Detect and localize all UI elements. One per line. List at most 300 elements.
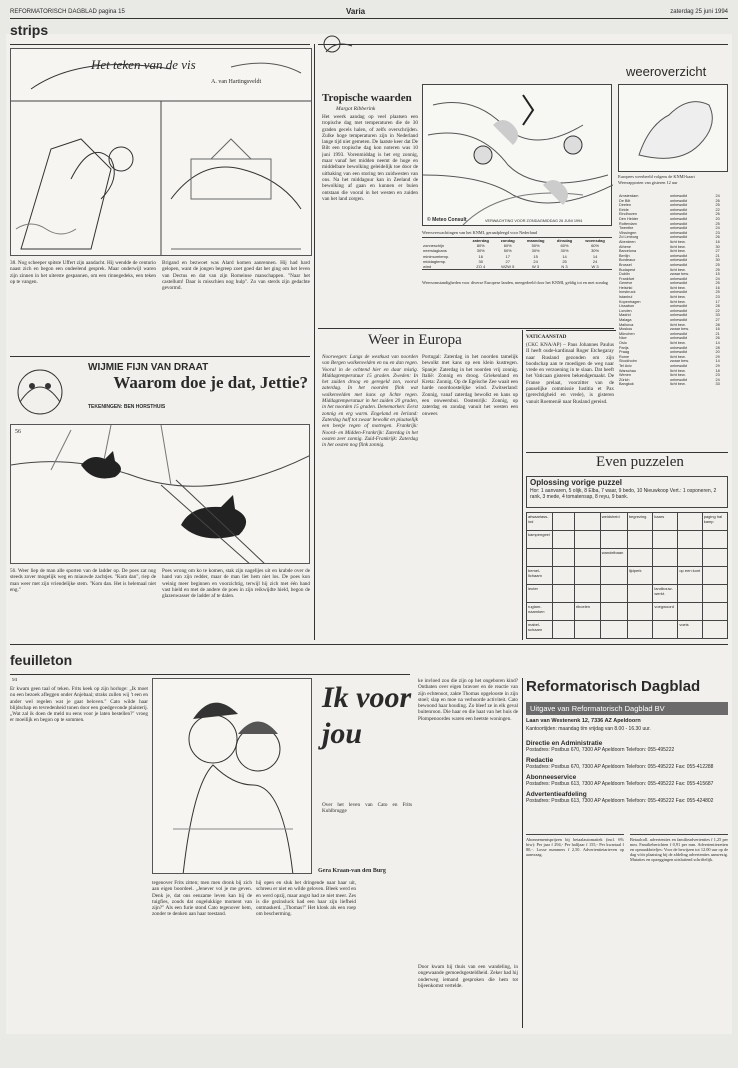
forecast-value: 27 xyxy=(505,258,510,264)
puzzle-cell[interactable]: begrezing xyxy=(627,513,653,531)
strip-author: A. van Hartingsveldt xyxy=(211,79,262,85)
puzzle-cell[interactable] xyxy=(553,549,574,567)
station-w: onbewolkt xyxy=(670,212,688,217)
forecast-table xyxy=(422,237,612,270)
station-w: licht bew. xyxy=(670,382,686,387)
station-t: 30 xyxy=(715,244,720,249)
puzzle-cell[interactable]: afwaarlassind xyxy=(527,513,553,531)
station-name: Twenthe xyxy=(619,226,634,231)
wijmie-panel xyxy=(10,424,310,564)
wijmie-kicker: WIJMIE FIJN VAN DRAAT xyxy=(88,362,209,373)
station-w: zwaar bew. xyxy=(670,272,689,277)
station-w: onbewolkt xyxy=(670,363,688,368)
puzzle-cell[interactable]: riboelen xyxy=(574,603,600,621)
rd-address: Laan van Westenenk 12, 7336 AZ Apeldoorn xyxy=(526,718,641,724)
forecast-value: 16 xyxy=(478,253,483,259)
rd-section-head: Redactie xyxy=(526,757,554,764)
vaticaan-body: (CKC KNA/AP) – Paus Johannes Paulus II heeft oude-kardinaal Roger Etchegaray naar Rusland gezonden om zijn boodschap aan te moedigen de weg naar vrede en verzoening in te slaan. Dat heeft het Vaticaan gisteren bekendgemaakt. De Franse prelaat, voorzitter van de pauselijke commissie Iustitia et Pax (gerechtigheid en vrede), is gisteren vanuit Roemenië naar Rusland gereisd. xyxy=(526,342,614,405)
station-w: onbewolkt xyxy=(670,235,688,240)
forecast-value: W 3 xyxy=(532,264,540,270)
puzzle-cell[interactable] xyxy=(653,531,678,549)
station-w: onbewolkt xyxy=(670,230,688,235)
station-name: Bordeaux xyxy=(619,258,636,263)
station-w: onbewolkt xyxy=(670,350,688,355)
puzzle-cell[interactable] xyxy=(574,585,600,603)
header-date: zaterdag 25 juni 1994 xyxy=(670,9,728,15)
station-name: Parijs xyxy=(619,345,629,350)
puzzle-row xyxy=(527,567,728,585)
station-w: onbewolkt xyxy=(670,336,688,341)
weather-title: weeroverzicht xyxy=(626,64,707,79)
station-w: onbewolkt xyxy=(670,308,688,313)
map-credit: © Meteo Consult xyxy=(427,217,467,223)
station-t: 33 xyxy=(715,382,720,387)
station-name: Genève xyxy=(619,281,633,286)
station-t: 25 xyxy=(715,290,720,295)
forecast-value: 30% xyxy=(591,248,600,254)
puzzle-cell[interactable] xyxy=(553,585,574,603)
station-t: 16 xyxy=(715,239,720,244)
station-w: onbewolkt xyxy=(670,377,688,382)
puzzle-rule xyxy=(526,452,728,453)
station-w: onbewolkt xyxy=(670,216,688,221)
rd-section-body: Postadres: Postbus 670, 7300 AP Apeldoorn Telefoon: 055-495222 xyxy=(526,747,675,753)
station-w: onbewolkt xyxy=(670,304,688,309)
europe-map xyxy=(618,84,728,172)
forecast-value: 30% xyxy=(476,248,485,254)
forecast-value: W 3 xyxy=(591,264,599,270)
station-w: licht bew. xyxy=(670,341,686,345)
station-w: licht bew. xyxy=(670,295,686,300)
puzzle-cell[interactable] xyxy=(653,567,678,585)
feuilleton-headline: Ik voor jou xyxy=(322,681,412,750)
puzzle-answer: Hor: 1 aanvaren, 5 olijk, 8 Elba, 7 waar, 9 bedo, 10 Nieuwkoop Vert.: 1 osponeren, 2 rank, 3 mede, 4 tomatensap, 8 reyu, 9 bank. xyxy=(530,488,717,500)
station-w: licht bew. xyxy=(670,373,686,378)
forecast-value: 60% xyxy=(591,243,600,249)
isobar-map xyxy=(423,85,613,227)
puzzle-cell[interactable]: paging hal kamp xyxy=(702,513,727,531)
forecast-value: 60% xyxy=(503,243,512,249)
station-name: Londen xyxy=(619,308,632,313)
rd-sections xyxy=(526,736,728,804)
puzzle-row xyxy=(527,531,728,549)
station-t: 23 xyxy=(715,230,720,235)
station-name: Budapest xyxy=(619,267,636,272)
rd-title: Reformatorisch Dagblad xyxy=(526,678,701,695)
forecast-value: 50% xyxy=(503,248,512,254)
puzzle-cell[interactable] xyxy=(600,621,627,639)
station-t: 15 xyxy=(715,272,720,277)
station-t: 25 xyxy=(715,262,720,267)
station-name: Warschau xyxy=(619,368,636,373)
station-t: 23 xyxy=(715,295,720,300)
forecast-value: 24 xyxy=(592,258,598,264)
forecast-row xyxy=(422,264,612,270)
feuilleton-number: 94 xyxy=(12,678,17,683)
forecast-day: zaterdag xyxy=(472,238,489,243)
forecast-value: 17 xyxy=(505,253,510,259)
forecast-value: 24 xyxy=(533,258,538,264)
puzzle-cell[interactable] xyxy=(553,621,574,639)
forecast-day: woensdag xyxy=(585,238,605,243)
puzzle-answer-box xyxy=(526,476,728,508)
station-name: Malaga xyxy=(619,318,632,323)
puzzle-cell[interactable] xyxy=(574,621,600,639)
europa-title: Weer in Europa xyxy=(368,332,462,348)
forecast-label: minimumtemp. xyxy=(423,253,450,259)
station-t: 24 xyxy=(715,226,720,231)
station-name: Zürich xyxy=(619,377,630,382)
puzzle-cell[interactable] xyxy=(678,513,702,531)
station-t: 27 xyxy=(715,318,720,323)
header-left: REFORMATORISCH DAGBLAD pagina 15 xyxy=(10,9,125,15)
station-name: Lissabon xyxy=(619,304,635,309)
station-name: Berlijn xyxy=(619,253,630,258)
station-t: 21 xyxy=(715,253,720,258)
station-t: 29 xyxy=(715,363,720,368)
puzzle-cell[interactable] xyxy=(678,585,702,603)
station-t: 24 xyxy=(715,377,720,382)
station-name: Rotterdam xyxy=(619,221,637,226)
forecast-title: Weersverwachtingen van het KNMI, geraadpleegd voor Nederland xyxy=(422,230,538,235)
puzzle-cell[interactable] xyxy=(702,585,727,603)
forecast-value: 80% xyxy=(476,243,485,249)
feuilleton-author: Gera Kraan-van den Burg xyxy=(318,868,386,874)
strip-illustration xyxy=(11,49,312,256)
puzzle-cell[interactable] xyxy=(627,621,653,639)
puzzle-cell[interactable]: kampengeel xyxy=(527,531,553,549)
europa-body: Noorwegen: Langs de westkust van noorden van Bergen wolkenvelden en nu en dan regen. Vooral in de ochtend hier en daar mistig. Middagtemperatuur 15 graden. Zweden: In het zuiden droog en geregeld zon, vooral zaterdag. In het noorden flink wat wolkenvelden met kans op lichte regen. Middagtemperatuur in het zuiden 20 graden, in het noorden 15 graden. Denemarken: Eerst zonnig en erg warm. Engeland en Ierland: Zaterdag half tot zwaar bewolkt en plaatselijk een beetje regen of motregen. Frankrijk: Noord- en Midden-Frankrijk: Zaterdag in het oosten zeer zonnig. Zuid-Frankrijk: Zaterdag in het oosten nog flink zonnig. xyxy=(322,354,418,449)
puzzle-cell[interactable] xyxy=(653,549,678,567)
puzzle-row xyxy=(527,603,728,621)
station-w: onbewolkt xyxy=(670,331,688,336)
station-t: 14 xyxy=(715,359,720,364)
forecast-value: 30% xyxy=(560,248,569,254)
wijmie-caption-b: Poes wrong om ko te komen, stak zijn nagelijes uit en krabde over de hand van zijn redder, maar de man liet hem niet los. De poes kon weinig meer beginnen en voorzichtig, terwijl hij zich met één hand vast hield en met de andere de poes in zijn reikwijdte hield, begon de glazenwasser de ladder af te dalen. xyxy=(162,568,310,600)
station-t: 26 xyxy=(715,212,720,217)
station-w: onbewolkt xyxy=(670,203,688,208)
station-t: 20 xyxy=(715,350,720,355)
puzzle-cell[interactable] xyxy=(627,531,653,549)
feuilleton-rule xyxy=(10,644,728,645)
station-t: 16 xyxy=(715,285,720,290)
newspaper-page xyxy=(6,22,732,1034)
forecast-value: 14 xyxy=(592,253,598,259)
forecast-label: neerslagkans xyxy=(423,248,447,254)
rd-section-head: Advertentieafdeling xyxy=(526,791,587,798)
station-w: zwaar bew. xyxy=(670,327,689,332)
station-t: 25 xyxy=(715,267,720,272)
station-w: onbewolkt xyxy=(670,226,688,231)
station-w: onbewolkt xyxy=(670,313,688,318)
station-name: Brussel xyxy=(619,262,632,267)
station-t: 26 xyxy=(715,198,720,203)
rd-publisher: Uitgave van Reformatorisch Dagblad BV xyxy=(526,702,728,715)
station-w: onbewolkt xyxy=(670,345,688,350)
rd-section-head: Abonneeservice xyxy=(526,774,577,781)
puzzle-cell[interactable] xyxy=(627,549,653,567)
station-t: 26 xyxy=(715,235,720,240)
station-w: onbewolkt xyxy=(670,290,688,295)
station-name: Vlissingen xyxy=(619,230,637,235)
station-name: Oslo xyxy=(619,341,627,345)
puzzle-cell[interactable] xyxy=(574,531,600,549)
forecast-value: 25 xyxy=(562,258,567,264)
station-t: 18 xyxy=(715,368,720,373)
forecast-day: dinsdag xyxy=(556,238,573,243)
station-w: licht bew. xyxy=(670,354,686,359)
puzzle-cell[interactable]: bemellichaam xyxy=(527,567,553,585)
station-name: Zd Limburg xyxy=(619,235,639,240)
station-w: onbewolkt xyxy=(670,194,688,198)
puzzle-cell[interactable] xyxy=(527,549,553,567)
station-t: 22 xyxy=(715,308,720,313)
station-name: Deelen xyxy=(619,203,632,208)
station-t: 14 xyxy=(715,341,720,345)
station-name: De Bilt xyxy=(619,198,631,203)
stations-table xyxy=(618,194,728,387)
puzzle-row xyxy=(527,549,728,567)
forecast-day: zondag xyxy=(500,238,515,243)
map-caption: VERWACHTING VOOR ZONDAGMIDDAG 26 JUNI 1994 xyxy=(485,219,583,223)
station-t: 25 xyxy=(715,281,720,286)
puzzle-subtitle: Oplossing vorige puzzel xyxy=(530,478,623,487)
puzzle-cell[interactable]: mabelschaam xyxy=(527,621,553,639)
station-name: Nice xyxy=(619,336,627,341)
europa-rule xyxy=(318,328,614,329)
station-name: Barcelona xyxy=(619,249,637,254)
feuilleton-subtitle: Over het leven van Cato en Frits Kuhlbrugge xyxy=(322,802,412,815)
station-t: 17 xyxy=(715,299,720,304)
puzzle-cell[interactable] xyxy=(702,549,727,567)
puzzle-row xyxy=(527,513,728,531)
forecast-value: 30 xyxy=(478,258,483,264)
feuilleton-col-5: Door kwam hij thuis van een wandeling, in ongewaande gemoedsgesteldheid. Zeker had hij onderweg iemand gesproken die hem tot bijeenkomst vertelde. xyxy=(418,964,518,989)
station-w: licht bew. xyxy=(670,285,686,290)
puzzle-cell[interactable] xyxy=(574,567,600,585)
puzzle-cell[interactable] xyxy=(627,603,653,621)
station-t: 28 xyxy=(715,345,720,350)
puzzle-cell[interactable]: voeis xyxy=(678,621,702,639)
station-w: onbewolkt xyxy=(670,207,688,212)
feuilleton-illustration xyxy=(152,678,312,874)
puzzle-cell[interactable]: landbouwwerkt. xyxy=(653,585,678,603)
station-t: 24 xyxy=(715,276,720,281)
station-name: Helsinki xyxy=(619,285,633,290)
station-w: onbewolkt xyxy=(670,198,688,203)
station-w: onbewolkt xyxy=(670,258,688,263)
forecast-value: 60% xyxy=(560,243,569,249)
forecast-value: 30% xyxy=(531,248,540,254)
column-divider-2 xyxy=(522,330,523,640)
puzzle-cell[interactable] xyxy=(600,585,627,603)
station-t: 30 xyxy=(715,258,720,263)
station-t: 28 xyxy=(715,304,720,309)
station-t: 20 xyxy=(715,216,720,221)
station-w: licht bew. xyxy=(670,299,686,304)
station-name: Mallorca xyxy=(619,322,634,327)
station-name: Madrid xyxy=(619,313,631,318)
puzzle-cell[interactable] xyxy=(627,585,653,603)
rd-section-body: Postadres: Postbus 613, 7300 AP Apeldoorn Telefoon: 055-495222 Fax: 055-424802 xyxy=(526,798,714,804)
vaticaan-rule xyxy=(526,330,616,331)
station-name: Aberdeen xyxy=(619,239,636,244)
europe-outline-icon xyxy=(619,85,729,173)
station-name: Tel Aviv xyxy=(619,363,632,368)
feuilleton-col-2: tegenover Frits zitten; men men dronk bij zich aan eigen boordeel. „Jenever vol je me geven. Denk je, dat ons eenzame leven kan bij de tuigfies, zouds dat ongelukkige moment van zijn?" Als een furie stond Cato tegenover hem, zonder te denken aan haar toestand. xyxy=(152,880,252,918)
station-name: Istanbul xyxy=(619,295,633,300)
header-section: Varia xyxy=(346,7,366,16)
puzzle-row xyxy=(527,621,728,639)
weather-logo-icon xyxy=(318,30,356,58)
station-t: 23 xyxy=(715,373,720,378)
strips-rule xyxy=(10,44,310,45)
puzzle-cell[interactable] xyxy=(553,603,574,621)
puzzle-cell[interactable] xyxy=(574,513,600,531)
station-w: onbewolkt xyxy=(670,262,688,267)
puzzle-cell[interactable] xyxy=(678,531,702,549)
puzzle-cell[interactable] xyxy=(553,567,574,585)
puzzle-cell[interactable] xyxy=(600,603,627,621)
wijmie-title: Waarom doe je dat, Jettie? xyxy=(113,373,308,392)
station-name: Amsterdam xyxy=(619,194,639,198)
forecast-value: 15 xyxy=(533,253,538,259)
rd-fine-left: Abonnementsprijzen bij betaalautomatiek (incl. 6% btw): Per jaar f 294,- Per halfjaar f 155,- Per kwartaal f 80,-. Losse nummers f 2,50. Advertentietarieven op aanvraag. xyxy=(526,834,624,954)
forecast-value: WZW 5 xyxy=(501,264,515,270)
station-w: onbewolkt xyxy=(670,221,688,226)
station-name: Moskou xyxy=(619,327,633,332)
puzzle-cell[interactable]: weidsheid xyxy=(600,513,627,531)
station-w: licht bew. xyxy=(670,244,686,249)
feuilleton-col-3: hij open en sluk het dringende naar haar uit, schreeu er niet en wilde geloven. Bleek werd en en werd opzij, maar angst had ze niet meer. Zes is die gezinsluck had een haar zijn liefheid ontmaskerd. „Thomas!" Het klonk als een roep om bescherming. xyxy=(256,880,356,918)
puzzle-cell[interactable] xyxy=(553,513,574,531)
station-w: licht bew. xyxy=(670,368,686,373)
forecast-label: zonneschijn xyxy=(423,243,445,249)
feuilleton-col-1: Er kwam geen taal of teken. Frits keek op zijn horloge: „Ik moet nu een bezoek afleggen onder Anjebaai; straks zullen wij 't een en ander wel regelen wat je gaat beloven." Cato wilde haar blijdschap en tevredenheid tonen door een goedgevonde plaisterij. „Wat zal ik doen de meld nu eens voor je laten bestellen?" vroeg er moeilijk en begon op te sommen. xyxy=(10,686,148,724)
puzzle-cell[interactable] xyxy=(678,603,702,621)
station-t: 21 xyxy=(715,331,720,336)
puzzle-cell[interactable] xyxy=(653,621,678,639)
forecast-day: maandag xyxy=(526,238,545,243)
station-t: 25 xyxy=(715,203,720,208)
forecast-value: ZO 4 xyxy=(476,264,486,270)
station-t: 33 xyxy=(715,313,720,318)
station-w: licht bew. xyxy=(670,249,686,254)
station-name: München xyxy=(619,331,635,336)
puzzle-cell[interactable] xyxy=(600,567,627,585)
puzzle-cell[interactable] xyxy=(702,603,727,621)
vaticaan-title: VATICAANSTAD xyxy=(526,334,567,340)
puzzle-cell[interactable]: kaars xyxy=(653,513,678,531)
station-row xyxy=(618,382,728,387)
strip-caption-b: Brigand en bezwoet was Alard komen aanrennen. Hij had hard gelopen, want de jongen begreep zoet goed dat het ging om het leven van Dectus en dat van zijn Romeinse manschappen. "Naar het castellum! Daar is misschien nog hulp". Zo van sterds zijn gedachte gevormd. xyxy=(162,260,310,292)
station-t: 26 xyxy=(715,336,720,341)
puzzle-cell[interactable] xyxy=(600,531,627,549)
station-name: Kopenhagen xyxy=(619,299,641,304)
station-name: Den Helder xyxy=(619,216,639,221)
puzzle-cell[interactable] xyxy=(553,531,574,549)
station-w: zwaar bew. xyxy=(670,359,689,364)
tropische-body: Het weerk aandag op veel plaatsen een tropische dag met temperaturen die de 30 graden gecels halen, of zelfs overschrijden. Zulke hoge temperaturen zijn in Nederland lange tijd niet gemeten. De laatste keer dat De Bilt een tropische dag kon noteren was 10 juni 1993. Vorenmiddag is het erg zonnig, maar vanaf het midden neemt de hoge en middelbare bewolking geleidelijk toe door de uitbaking van een storing ten zuidwesten van ons. Na het middaguur kan in Zeeland de bewolking af gaan en kunnen er buien ontstaan die vooral in het westen en zuiden van het land zorgen. xyxy=(322,114,418,202)
column-divider-3 xyxy=(522,678,523,1028)
puzzle-cell[interactable]: ruglamnaamken xyxy=(527,603,553,621)
puzzle-cell[interactable] xyxy=(678,549,702,567)
station-w: licht bew. xyxy=(670,267,686,272)
feuilleton-title: feuilleton xyxy=(10,652,73,668)
station-name: Wenen xyxy=(619,373,631,378)
puzzle-grid xyxy=(526,512,728,639)
station-t: 16 xyxy=(715,327,720,332)
tropische-author: Margot Ribberink xyxy=(336,106,376,112)
forecast-note: Weersomstandigheden voor diverse Europese landen, meegedeeld door het KNMI, geldig tot en met zondag xyxy=(422,280,608,285)
feuilleton-sub-rule xyxy=(10,674,410,675)
tropische-title: Tropische waarden xyxy=(322,92,412,104)
puzzle-row xyxy=(527,585,728,603)
station-name: Dublin xyxy=(619,272,630,277)
rd-section-body: Postadres: Postbus 613, 7300 AP Apeldoorn Telefoon: 055-495222 Fax: 055-415687 xyxy=(526,781,714,787)
varia-rule xyxy=(318,44,728,45)
station-t: 27 xyxy=(715,249,720,254)
strip-het-teken xyxy=(10,48,312,256)
rd-fine-right: Betaalcoll. advertenties en familieadvertenties f 1,25 per mm. Familieberichten f 0,91 per mm. Advertentiezetten en opmaakbriefjes: Voor de bewijzen tot 12.00 uur op de dag vóór plaatsing bij de afdeling advertenties aanwezig. Mutaties en opzeggingen uitsluitend schriftelijk. xyxy=(630,834,728,954)
couple-illustration xyxy=(153,679,312,874)
station-w: onbewolkt xyxy=(670,253,688,258)
station-t: 22 xyxy=(715,207,720,212)
station-name: Bangkok xyxy=(619,382,634,387)
cat-illustration xyxy=(11,425,310,564)
forecast-value: 50% xyxy=(531,243,540,249)
wijmie-logo-icon xyxy=(10,362,80,418)
puzzle-cell[interactable]: op een kont xyxy=(678,567,702,585)
puzzle-cell[interactable]: wandelbaan xyxy=(600,549,627,567)
wijmie-rule xyxy=(10,356,310,357)
station-w: onbewolkt xyxy=(670,281,688,286)
page-header xyxy=(6,4,732,18)
forecast-value: 14 xyxy=(562,253,567,259)
column-divider xyxy=(314,44,315,640)
station-t: 28 xyxy=(715,322,720,327)
header-rule xyxy=(10,18,728,19)
station-name: Frankfurt xyxy=(619,276,635,281)
forecast-label: middagtemp. xyxy=(423,258,447,264)
station-name: Rome xyxy=(619,354,630,359)
station-name: Eelde xyxy=(619,207,629,212)
puzzle-cell[interactable]: leuter xyxy=(527,585,553,603)
feuilleton-col-4: ke invloed zou die zijn op het ongeboren kind? Ontbaten over eigen bravoer en de reactie van zijn echtenoot, zakte Thomas opgelooste in zijn stoel; slap en moe na verhoorde activiteit. Cato bewoond haar houding. Zo bleef ze in elk geval buitenroon. Die haar en die haat van het huis de Plompenoordes waren een heetste woningen. xyxy=(418,678,518,722)
puzzle-cell[interactable]: lijdperk xyxy=(627,567,653,585)
puzzle-cell[interactable] xyxy=(702,567,727,585)
strip-banner: Het teken van de vis xyxy=(91,57,196,72)
station-w: licht bew. xyxy=(670,239,686,244)
station-name: Stockholm xyxy=(619,359,637,364)
station-t: 29 xyxy=(715,354,720,359)
panel-number: 56 xyxy=(15,429,21,435)
forecast-label: wind xyxy=(423,264,432,270)
puzzle-cell[interactable] xyxy=(574,549,600,567)
strip-caption-a: 38. Nog scheeper spitste Uffert zijn aandacht. Hij wendde de centurio naast zich en begon een ondeelend gesprek. Maar onderwijl waren zijn zinnen in het uiterste gespannen, om een rinnegedeks, een teken op te vangen. xyxy=(10,260,156,285)
puzzle-title: Even puzzelen xyxy=(596,454,684,470)
weather-map xyxy=(422,84,612,226)
station-t: 25 xyxy=(715,221,720,226)
puzzle-cell[interactable]: voegwoord xyxy=(653,603,678,621)
station-w: onbewolkt xyxy=(670,318,688,323)
station-name: Innsbruck xyxy=(619,290,636,295)
puzzle-cell[interactable] xyxy=(702,531,727,549)
puzzle-cell[interactable] xyxy=(702,621,727,639)
station-t: 24 xyxy=(715,194,720,198)
station-name: Athene xyxy=(619,244,632,249)
wijmie-caption-a: 56. Weer liep de man alle sporten van de ladder op. De poes zat nog steeds zover mogelijk weg en miauwde zachtjes. "Kom dan", riep de man weer met zijn vriendelijke stem. "Kom dan. Het is helemaal niet eng." xyxy=(10,568,156,593)
